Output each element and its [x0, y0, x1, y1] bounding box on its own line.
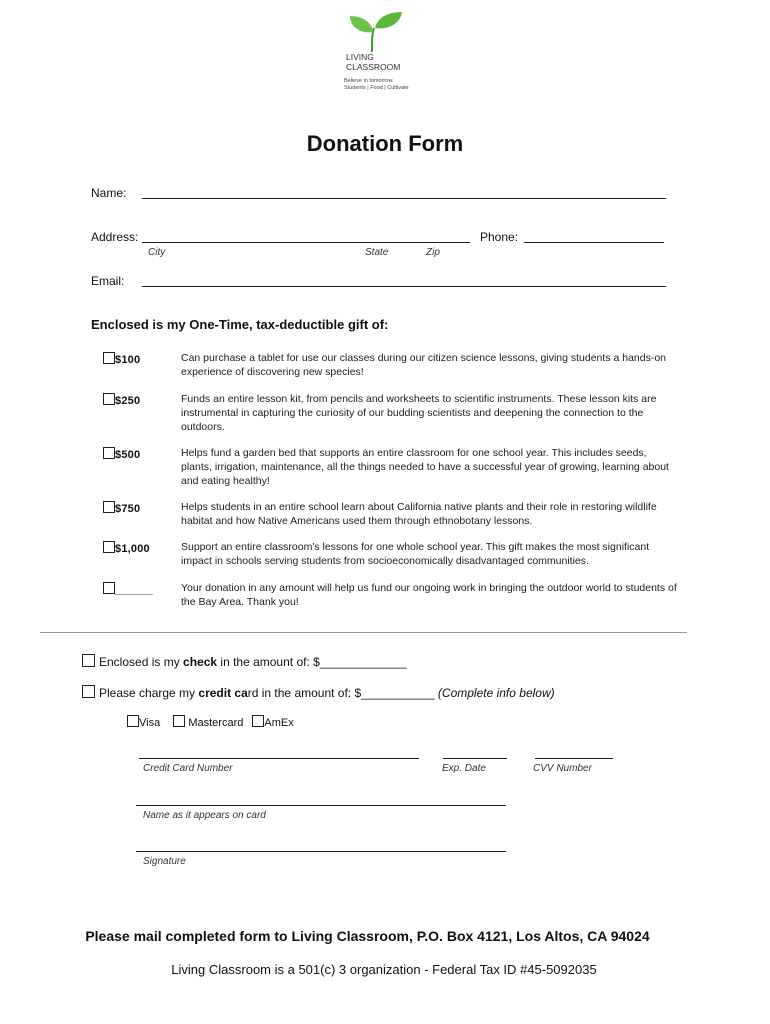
gift-amount: ______	[115, 584, 153, 596]
checkbox[interactable]	[82, 654, 95, 667]
city-label: City	[148, 247, 166, 258]
logo-tagline-line2: Students | Food | Cultivate	[344, 85, 409, 91]
checkbox[interactable]	[103, 352, 115, 364]
tax-id-line: Living Classroom is a 501(c) 3 organization - Federal Tax ID #45-5092035	[171, 962, 597, 977]
state-label: State	[365, 247, 389, 258]
gift-description: Can purchase a tablet for use our classes during our citizen science lessons, giving students a hands-on experience of discovering new species!	[181, 352, 667, 378]
email-field[interactable]	[142, 286, 666, 287]
gift-description: Your donation in any amount will help us fund our ongoing work in bringing the outdoor world to students of the Bay Area. Thank you!	[181, 582, 677, 608]
name-field[interactable]	[142, 198, 666, 199]
checkbox[interactable]	[103, 582, 115, 594]
exp-date-label: Exp. Date	[442, 763, 486, 774]
phone-field[interactable]	[524, 242, 664, 243]
check-option[interactable]: Enclosed is my check in the amount of: $_____________	[82, 654, 407, 669]
divider	[40, 632, 687, 633]
card-amex[interactable]: AmEx	[252, 717, 293, 729]
checkbox[interactable]	[82, 685, 95, 698]
gift-amount: $250	[115, 395, 141, 407]
gift-description: Funds an entire lesson kit, from pencils and worksheets to scientific instruments. These lesson kits are instrumental in capturing the curiosity of our budding scientists and deepening the connection to the outdoors.	[181, 393, 657, 433]
card-type-row	[127, 715, 294, 729]
gift-heading: Enclosed is my One-Time, tax-deductible gift of:	[91, 317, 389, 332]
cvv-field[interactable]	[535, 758, 613, 759]
checkbox[interactable]	[173, 715, 185, 727]
gift-description: Support an entire classroom's lessons for one whole school year. This gift makes the most significant impact in schools serving students from socioeconomically disadvantaged communities.	[181, 541, 650, 567]
checkbox[interactable]	[103, 541, 115, 553]
address-field[interactable]	[142, 242, 470, 243]
cvv-label: CVV Number	[533, 763, 592, 774]
email-label: Email:	[91, 274, 125, 288]
logo	[340, 10, 420, 95]
card-visa[interactable]: Visa	[127, 717, 160, 729]
page-title: Donation Form	[306, 131, 464, 156]
checkbox[interactable]	[252, 715, 264, 727]
credit-card-number-field[interactable]	[139, 758, 419, 759]
logo-tagline-line1: Believe in tomorrow.	[344, 78, 394, 84]
gift-amount: $1,000	[115, 543, 150, 555]
gift-amount: $500	[115, 449, 141, 461]
name-on-card-label: Name as it appears on card	[143, 810, 266, 821]
gift-amount: $100	[115, 354, 141, 366]
card-mastercard[interactable]: Mastercard	[173, 717, 243, 729]
name-on-card-field[interactable]	[136, 805, 506, 806]
mail-instructions: Please mail completed form to Living Classroom, P.O. Box 4121, Los Altos, CA 94024	[85, 928, 650, 944]
exp-date-field[interactable]	[443, 758, 507, 759]
signature-field[interactable]	[136, 851, 506, 852]
phone-label: Phone:	[480, 230, 519, 244]
gift-amount: $750	[115, 503, 141, 515]
checkbox[interactable]	[127, 715, 139, 727]
checkbox[interactable]	[103, 393, 115, 405]
logo-name-line1: LIVING	[346, 52, 374, 62]
credit-option[interactable]: Please charge my credit card in the amount of: $___________ (Complete info below)	[82, 685, 555, 700]
credit-card-number-label: Credit Card Number	[143, 763, 233, 774]
zip-label: Zip	[426, 247, 440, 258]
logo-name-line2: CLASSROOM	[346, 62, 401, 72]
sprout-icon	[344, 10, 404, 52]
name-label: Name:	[91, 186, 127, 200]
address-label: Address:	[91, 230, 139, 244]
gift-description: Helps students in an entire school learn about California native plants and their role in restoring wildlife habitat and how Native Americans used them through ethnobotany lessons.	[181, 501, 657, 527]
checkbox[interactable]	[103, 447, 115, 459]
signature-label: Signature	[143, 856, 186, 867]
checkbox[interactable]	[103, 501, 115, 513]
gift-description: Helps fund a garden bed that supports an entire classroom for one school year. This includes seeds, plants, irrigation, maintenance, all the things needed to have a successful year of growing, learning about and eating healthy!	[181, 447, 669, 487]
